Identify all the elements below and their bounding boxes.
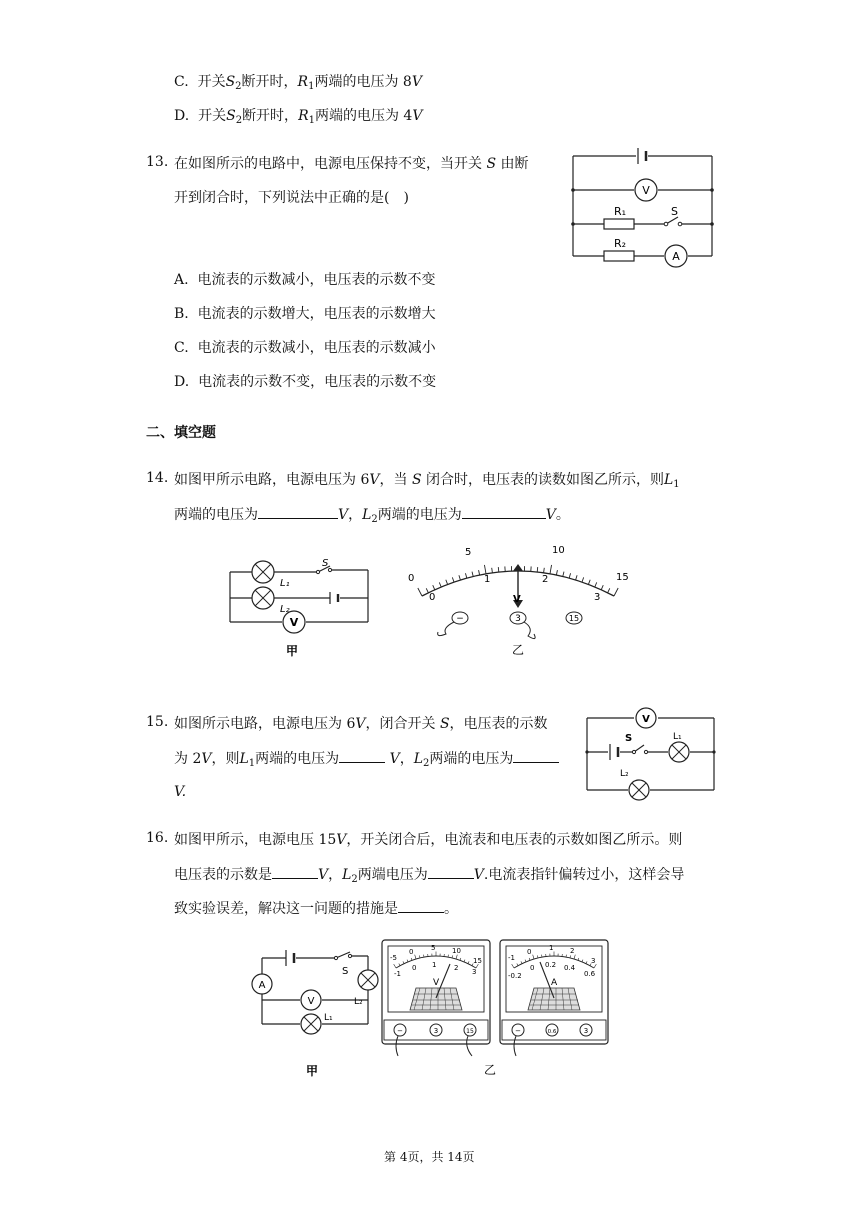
dial-bottom-tick-3: 3	[594, 592, 601, 603]
q16-blank-2[interactable]	[428, 864, 474, 879]
q14-jia-caption: 甲	[286, 644, 299, 658]
dial-top-tick-0: 0	[408, 573, 415, 584]
svg-text:−: −	[515, 1027, 521, 1035]
q13-voltmeter-label: V	[642, 184, 650, 197]
svg-text:1: 1	[549, 944, 554, 952]
page-footer: 第 4页，共 14页	[384, 1150, 475, 1164]
q15-switch-label: S	[625, 733, 633, 744]
q16-blank-3[interactable]	[398, 898, 444, 913]
q16-stem-line2: 电压表的示数是 V，$L_2$两端电压为 V.电流表指针偏转过小，这样会导	[174, 864, 684, 890]
q14-blank-2[interactable]	[462, 504, 546, 519]
svg-text:2: 2	[454, 964, 459, 972]
svg-text:15: 15	[473, 957, 482, 965]
q15-voltmeter-label: V	[642, 714, 650, 725]
q13-circuit-figure	[570, 146, 716, 264]
ammeter-panel	[500, 940, 608, 1056]
q14-blank-1[interactable]	[258, 504, 338, 519]
q15-stem-line1: 如图所示电路，电源电压为 6V，闭合开关 S，电压表的示数	[174, 716, 548, 732]
q13-r2-label: R₂	[614, 237, 627, 250]
q15-l1-label: L₁	[673, 732, 682, 742]
q14-number: 14.	[146, 470, 169, 486]
svg-text:−: −	[456, 614, 464, 624]
svg-text:3: 3	[433, 1027, 439, 1035]
q16-ammeter-label: A	[258, 980, 266, 991]
dial-top-tick-5: 5	[465, 547, 472, 558]
q13-r1-label: R₁	[614, 205, 627, 218]
q13-option-d: D. 电流表的示数不变，电压表的示数不变	[174, 374, 437, 390]
q14-circuit-jia	[226, 558, 374, 662]
q14-jia-l1-label: L₁	[280, 578, 290, 589]
q13-option-c: C. 电流表的示数减小，电压表的示数减小	[174, 340, 436, 356]
svg-text:0.6: 0.6	[547, 1029, 557, 1035]
lamp-icon	[301, 1014, 321, 1034]
svg-text:-1: -1	[508, 954, 515, 962]
svg-text:3: 3	[591, 957, 596, 965]
q13-ammeter-label: A	[672, 250, 680, 263]
q16-l1-label: L₁	[324, 1013, 333, 1023]
svg-text:0: 0	[527, 948, 532, 956]
terminal-3	[510, 612, 535, 639]
q15-number: 15.	[146, 714, 169, 730]
dial-bottom-tick-1: 1	[484, 574, 491, 585]
q16-jia-caption: 甲	[306, 1064, 319, 1078]
battery-icon	[286, 950, 294, 966]
battery-icon	[638, 148, 646, 164]
lamp-icon	[358, 970, 378, 990]
q16-stem-line1: 如图甲所示，电源电压 15V，开关闭合后，电流表和电压表的示数如图乙所示。则	[174, 832, 683, 848]
dial-top-tick-10: 10	[552, 545, 565, 556]
q13-option-b: B. 电流表的示数增大，电压表的示数增大	[174, 306, 436, 322]
q15-stem-line3: V.	[174, 784, 187, 800]
svg-text:0: 0	[409, 948, 414, 956]
q12-option-c: C. 开关$S_2$断开时，$R_1$两端的电压为 8V	[174, 74, 422, 92]
q14-stem-line1: 如图甲所示电路，电源电压为 6V，当 S 闭合时，电压表的读数如图乙所示，则$L_1$	[174, 472, 680, 490]
svg-text:-5: -5	[390, 954, 397, 962]
q16-circuit-jia	[250, 944, 382, 1078]
section-title: 二、填空题	[146, 425, 216, 441]
lamp-icon	[252, 561, 274, 583]
q13-stem-line2: 开到闭合时，下列说法中正确的是( )	[174, 190, 409, 206]
q15-blank-2[interactable]	[513, 748, 559, 763]
q15-circuit-figure	[584, 708, 718, 802]
q14-stem-line2: 两端的电压为 V，$L_2$两端的电压为 V。	[174, 504, 570, 530]
svg-text:-1: -1	[394, 970, 401, 978]
svg-text:0.6: 0.6	[584, 970, 596, 978]
q14-voltmeter-dial	[398, 538, 638, 662]
lamp-icon	[629, 780, 649, 800]
svg-text:−: −	[397, 1027, 403, 1035]
battery-icon	[610, 744, 618, 760]
svg-text:0: 0	[412, 964, 417, 972]
voltmeter-panel	[382, 940, 490, 1056]
svg-text:5: 5	[431, 944, 436, 952]
q13-option-a: A. 电流表的示数减小，电压表的示数不变	[174, 272, 436, 288]
svg-text:2: 2	[570, 947, 575, 955]
q16-voltmeter-label: V	[307, 996, 315, 1007]
q15-stem-line2: 为 2V，则$L_1$两端的电压为 V，$L_2$两端的电压为	[174, 748, 559, 774]
q14-jia-l2-label: L₂	[280, 604, 290, 615]
svg-text:-0.2: -0.2	[508, 972, 522, 980]
svg-text:10: 10	[452, 947, 461, 955]
svg-text:V: V	[433, 978, 440, 988]
q13-switch-label: S	[671, 205, 678, 218]
q16-switch-label: S	[342, 966, 349, 977]
terminal-negative	[438, 612, 468, 636]
q13-stem-line1: 在如图所示的电路中，电源电压保持不变，当开关 S 由断	[174, 156, 529, 172]
lamp-icon	[669, 742, 689, 762]
q14-jia-switch-label: S	[322, 558, 329, 569]
terminal-15	[566, 612, 582, 624]
battery-icon	[330, 592, 338, 604]
q16-stem-line3: 致实验误差，解决这一问题的措施是 。	[174, 898, 458, 919]
svg-text:0.4: 0.4	[564, 964, 576, 972]
q12-option-d: D. 开关$S_2$断开时，$R_1$两端的电压为 4V	[174, 108, 423, 126]
dial-unit-label: V	[513, 594, 521, 605]
q15-l2-label: L₂	[620, 769, 629, 779]
q16-yi-caption: 乙	[484, 1063, 497, 1077]
dial-bottom-tick-0: 0	[429, 592, 436, 603]
svg-text:1: 1	[432, 961, 437, 969]
svg-text:3: 3	[583, 1027, 589, 1035]
dial-top-tick-15: 15	[616, 572, 629, 583]
svg-text:A: A	[551, 978, 558, 988]
q16-blank-1[interactable]	[272, 864, 318, 879]
svg-text:15: 15	[568, 614, 580, 623]
svg-text:0.2: 0.2	[545, 961, 557, 969]
svg-text:3: 3	[515, 614, 521, 624]
svg-text:0: 0	[530, 964, 535, 972]
q13-number: 13.	[146, 154, 169, 170]
q16-number: 16.	[146, 830, 169, 846]
q15-blank-1[interactable]	[339, 748, 385, 763]
q14-yi-caption: 乙	[512, 643, 525, 657]
q16-meters-yi	[380, 938, 612, 1078]
dial-bottom-tick-2: 2	[542, 574, 549, 585]
svg-text:3: 3	[472, 968, 477, 976]
q14-jia-voltmeter-label: V	[289, 616, 299, 629]
q16-l2-label: L₂	[354, 997, 363, 1007]
lamp-icon	[252, 587, 274, 609]
svg-text:15: 15	[466, 1028, 474, 1035]
